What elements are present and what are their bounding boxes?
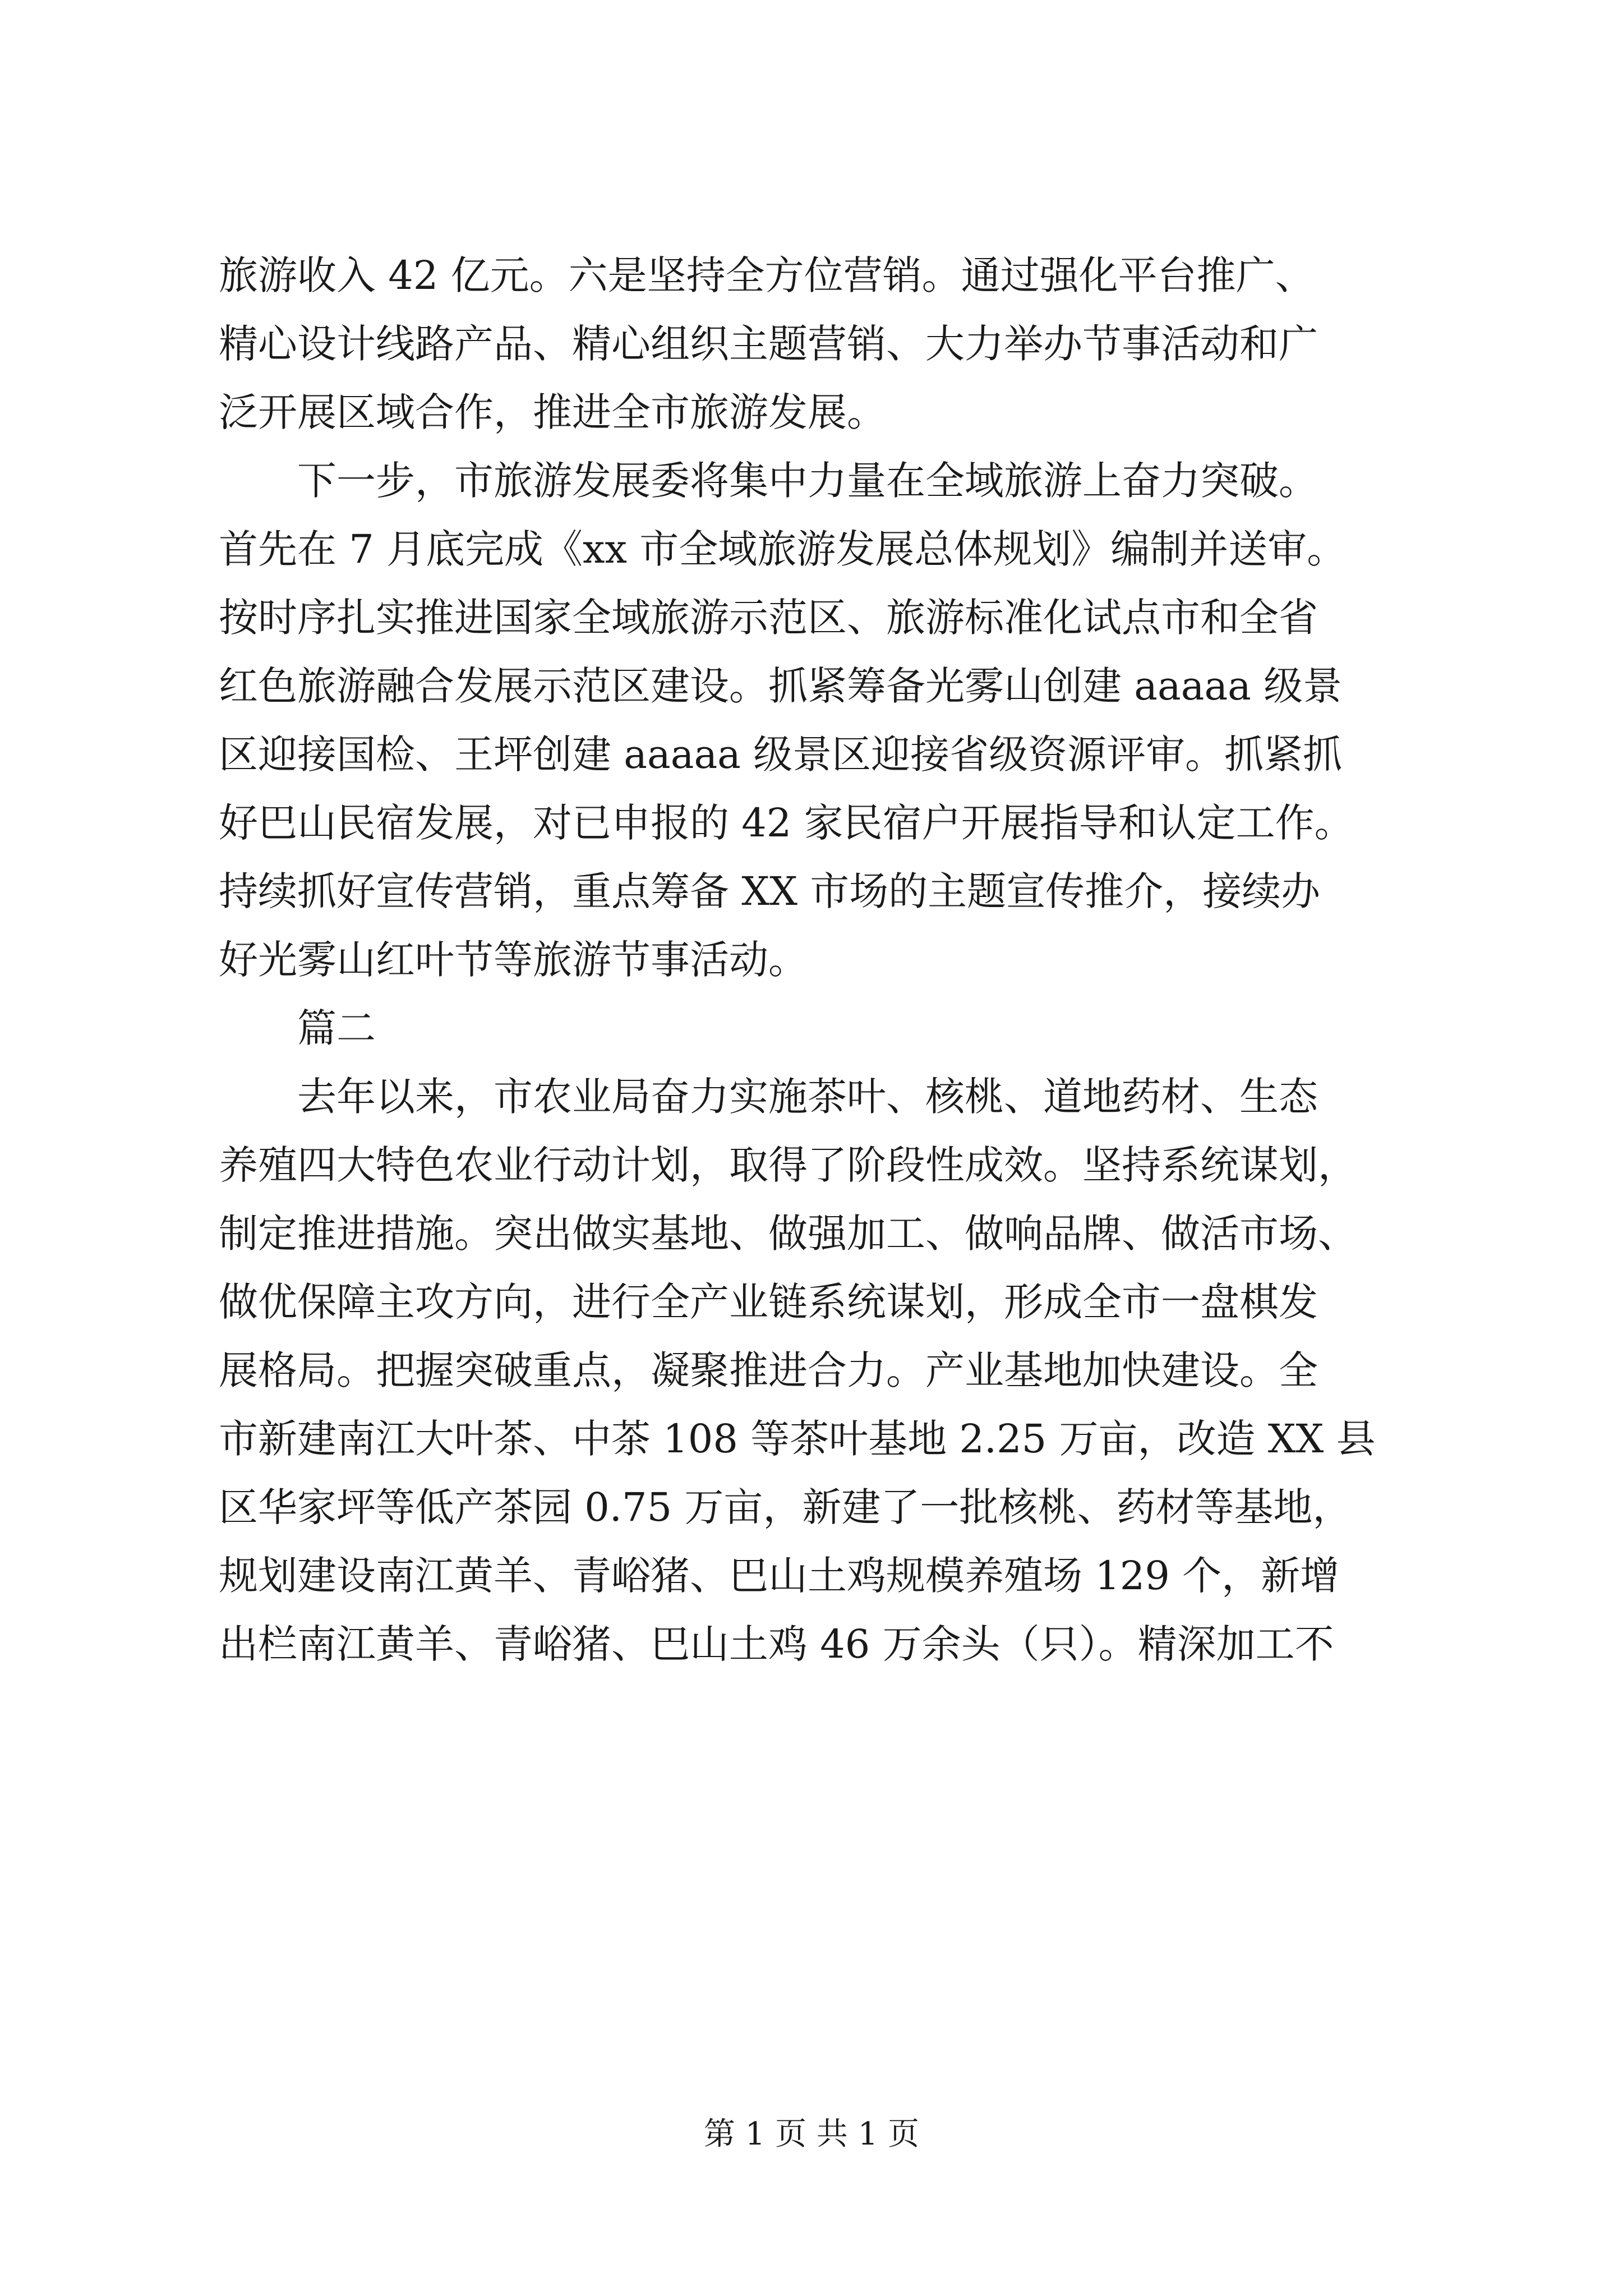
text-line: 红色旅游融合发展示范区建设。抓紧筹备光雾山创建 aaaaa 级景 bbox=[219, 663, 1343, 709]
page-footer: 第 1 页 共 1 页 bbox=[703, 2116, 920, 2152]
text-line: 市新建南江大叶茶、中茶 108 等茶叶基地 2.25 万亩，改造 XX 县 bbox=[219, 1416, 1376, 1462]
text-line: 区迎接国检、王坪创建 aaaaa 级景区迎接省级资源评审。抓紧抓 bbox=[219, 731, 1343, 777]
text-line: 泛开展区域合作，推进全市旅游发展。 bbox=[219, 389, 886, 435]
text-line: 出栏南江黄羊、青峪猪、巴山土鸡 46 万余头（只）。精深加工不 bbox=[219, 1621, 1334, 1667]
text-line: 做优保障主攻方向，进行全产业链系统谋划，形成全市一盘棋发 bbox=[219, 1279, 1318, 1325]
paragraph-first-line: 下一步，市旅游发展委将集中力量在全域旅游上奋力突破。 bbox=[297, 458, 1318, 504]
text-line: 精心设计线路产品、精心组织主题营销、大力举办节事活动和广 bbox=[219, 321, 1318, 367]
text-line: 好光雾山红叶节等旅游节事活动。 bbox=[219, 937, 808, 983]
section-heading: 篇二 bbox=[297, 1005, 376, 1051]
text-line: 制定推进措施。突出做实基地、做强加工、做响品牌、做活市场、 bbox=[219, 1211, 1357, 1257]
body-text bbox=[219, 241, 1424, 1678]
text-line: 首先在 7 月底完成《xx 市全域旅游发展总体规划》编制并送审。 bbox=[219, 526, 1347, 572]
text-line: 旅游收入 42 亿元。六是坚持全方位营销。通过强化平台推广、 bbox=[219, 252, 1315, 298]
paragraph-first-line: 去年以来，市农业局奋力实施茶叶、核桃、道地药材、生态 bbox=[297, 1074, 1318, 1120]
text-line: 好巴山民宿发展，对已申报的 42 家民宿户开展指导和认定工作。 bbox=[219, 800, 1354, 846]
text-line: 养殖四大特色农业行动计划，取得了阶段性成效。坚持系统谋划， bbox=[219, 1142, 1357, 1188]
text-line: 区华家坪等低产茶园 0.75 万亩，新建了一批核桃、药材等基地， bbox=[219, 1484, 1352, 1530]
text-line: 按时序扎实推进国家全域旅游示范区、旅游标准化试点市和全省 bbox=[219, 595, 1318, 641]
text-line: 持续抓好宣传营销，重点筹备 XX 市场的主题宣传推介，接续办 bbox=[219, 868, 1321, 914]
text-line: 展格局。把握突破重点，凝聚推进合力。产业基地加快建设。全 bbox=[219, 1347, 1318, 1393]
text-line: 规划建设南江黄羊、青峪猪、巴山土鸡规模养殖场 129 个，新增 bbox=[219, 1553, 1340, 1599]
